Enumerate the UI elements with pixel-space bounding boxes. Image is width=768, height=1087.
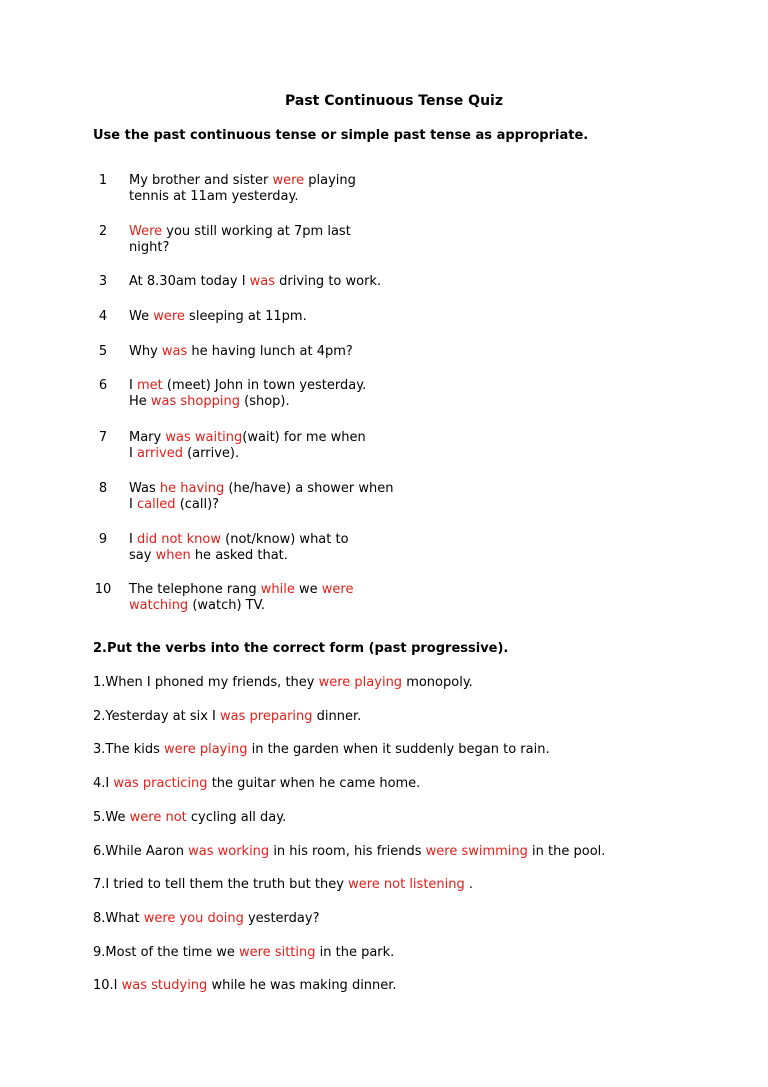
question-number: 6 bbox=[98, 378, 108, 393]
question-text: Was bbox=[129, 481, 160, 496]
question-line bbox=[129, 497, 429, 513]
question-line bbox=[129, 582, 429, 598]
question-text: (watch) TV. bbox=[188, 598, 265, 613]
question-body bbox=[129, 274, 429, 290]
question-number: 8 bbox=[98, 481, 108, 496]
question-text: At 8.30am today I bbox=[129, 274, 250, 289]
answer-text: were bbox=[153, 309, 185, 324]
question-text: 9.Most of the time we bbox=[93, 945, 239, 960]
question-number: 9 bbox=[98, 532, 108, 547]
answer-text: was working bbox=[188, 844, 270, 859]
exercise-item bbox=[93, 709, 361, 725]
answer-text: while bbox=[260, 582, 295, 597]
question-number: 3 bbox=[98, 274, 108, 289]
question-text: tennis at 11am yesterday. bbox=[129, 189, 299, 204]
answer-text: were you doing bbox=[143, 911, 244, 926]
exercise-item bbox=[93, 776, 420, 792]
question-number: 2 bbox=[98, 224, 108, 239]
question-text: while he was making dinner. bbox=[207, 978, 397, 993]
question-line bbox=[129, 446, 429, 462]
answer-text: when bbox=[155, 548, 191, 563]
question-text: (he/have) a shower when bbox=[224, 481, 394, 496]
question-text: he asked that. bbox=[190, 548, 288, 563]
question-text: Mary bbox=[129, 430, 166, 445]
question-text: (call)? bbox=[175, 497, 220, 512]
question-text: (wait) for me when bbox=[242, 430, 366, 445]
answer-text: was bbox=[249, 274, 276, 289]
question-body bbox=[129, 532, 429, 564]
section2-heading: 2.Put the verbs into the correct form (past progressive). bbox=[93, 641, 509, 656]
question-body bbox=[129, 224, 429, 256]
question-text: (shop). bbox=[239, 394, 290, 409]
question-text: monopoly. bbox=[402, 675, 473, 690]
answer-text: met bbox=[136, 378, 163, 393]
exercise-item bbox=[93, 810, 286, 826]
question-text: We bbox=[129, 309, 154, 324]
answer-text: watching bbox=[129, 598, 189, 613]
answer-text: was studying bbox=[121, 978, 208, 993]
question-body bbox=[129, 481, 429, 513]
answer-text: was shopping bbox=[150, 394, 240, 409]
exercise-item bbox=[93, 675, 473, 691]
question-text: . bbox=[464, 877, 474, 892]
question-text: Why bbox=[129, 344, 162, 359]
page-title: Past Continuous Tense Quiz bbox=[285, 93, 503, 109]
exercise-item bbox=[93, 978, 397, 994]
answer-text: were playing bbox=[318, 675, 403, 690]
question-line bbox=[129, 274, 429, 290]
question-line bbox=[129, 378, 429, 394]
answer-text: were not bbox=[129, 810, 187, 825]
question-text: we bbox=[294, 582, 322, 597]
question-text: in the park. bbox=[315, 945, 395, 960]
question-line bbox=[129, 548, 429, 564]
question-text: playing bbox=[304, 173, 356, 188]
question-text: I bbox=[129, 446, 137, 461]
question-text: in his room, his friends bbox=[269, 844, 426, 859]
exercise-item bbox=[93, 877, 473, 893]
question-line bbox=[129, 532, 429, 548]
question-number: 1 bbox=[98, 173, 108, 188]
question-text: My brother and sister bbox=[129, 173, 273, 188]
question-body bbox=[129, 430, 429, 462]
question-text: 5.We bbox=[93, 810, 130, 825]
question-line bbox=[129, 224, 429, 240]
answer-text: did not know bbox=[136, 532, 221, 547]
answer-text: were playing bbox=[164, 742, 248, 757]
question-text: say bbox=[129, 548, 156, 563]
exercise-item bbox=[93, 945, 394, 961]
answer-text: were bbox=[272, 173, 305, 188]
exercise-item bbox=[93, 844, 605, 860]
question-line bbox=[129, 309, 429, 325]
question-line bbox=[129, 344, 429, 360]
question-text: 8.What bbox=[93, 911, 144, 926]
question-text: cycling all day. bbox=[186, 810, 287, 825]
answer-text: were bbox=[321, 582, 354, 597]
question-text: (meet) John in town yesterday. bbox=[162, 378, 367, 393]
answer-text: arrived bbox=[136, 446, 183, 461]
question-body bbox=[129, 378, 429, 410]
question-line bbox=[129, 394, 429, 410]
question-text: (arrive). bbox=[182, 446, 240, 461]
question-line bbox=[129, 189, 429, 205]
question-text: The telephone rang bbox=[129, 582, 261, 597]
question-text: yesterday? bbox=[243, 911, 320, 926]
answer-text: were swimming bbox=[425, 844, 528, 859]
question-text: 6.While Aaron bbox=[93, 844, 189, 859]
answer-text: were not listening bbox=[348, 877, 465, 892]
question-text: 10.I bbox=[93, 978, 122, 993]
question-line bbox=[129, 430, 429, 446]
answer-text: was practicing bbox=[113, 776, 208, 791]
answer-text: was waiting bbox=[165, 430, 243, 445]
question-number: 10 bbox=[94, 582, 112, 597]
question-text: in the pool. bbox=[527, 844, 606, 859]
question-text: dinner. bbox=[312, 709, 362, 724]
answer-text: he having bbox=[159, 481, 225, 496]
exercise-item bbox=[93, 742, 550, 758]
question-text: sleeping at 11pm. bbox=[184, 309, 307, 324]
question-body bbox=[129, 309, 429, 325]
question-text: 2.Yesterday at six I bbox=[93, 709, 221, 724]
question-number: 4 bbox=[98, 309, 108, 324]
question-text: 7.I tried to tell them the truth but they bbox=[93, 877, 349, 892]
question-number: 7 bbox=[98, 430, 108, 445]
exercise-item bbox=[93, 911, 319, 927]
answer-text: were sitting bbox=[238, 945, 316, 960]
question-body bbox=[129, 344, 429, 360]
question-text: 4.I bbox=[93, 776, 114, 791]
question-text: 1.When I phoned my friends, they bbox=[93, 675, 319, 690]
answer-text: was bbox=[161, 344, 188, 359]
question-text: I bbox=[129, 497, 137, 512]
question-line bbox=[129, 173, 429, 189]
question-text: you still working at 7pm last bbox=[162, 224, 351, 239]
question-text: I bbox=[129, 532, 137, 547]
question-text: the guitar when he came home. bbox=[207, 776, 421, 791]
question-text: in the garden when it suddenly began to rain. bbox=[247, 742, 550, 757]
question-text: driving to work. bbox=[275, 274, 382, 289]
question-line bbox=[129, 598, 429, 614]
question-line bbox=[129, 481, 429, 497]
question-body bbox=[129, 173, 429, 205]
question-text: (not/know) what to bbox=[221, 532, 349, 547]
question-line bbox=[129, 240, 429, 256]
question-text: I bbox=[129, 378, 137, 393]
question-text: He bbox=[129, 394, 151, 409]
question-body bbox=[129, 582, 429, 614]
question-number: 5 bbox=[98, 344, 108, 359]
answer-text: called bbox=[136, 497, 176, 512]
answer-text: was preparing bbox=[220, 709, 313, 724]
question-text: 3.The kids bbox=[93, 742, 165, 757]
question-text: he having lunch at 4pm? bbox=[187, 344, 353, 359]
instructions: Use the past continuous tense or simple past tense as appropriate. bbox=[93, 128, 589, 143]
question-text: night? bbox=[129, 240, 170, 255]
answer-text: Were bbox=[129, 224, 163, 239]
